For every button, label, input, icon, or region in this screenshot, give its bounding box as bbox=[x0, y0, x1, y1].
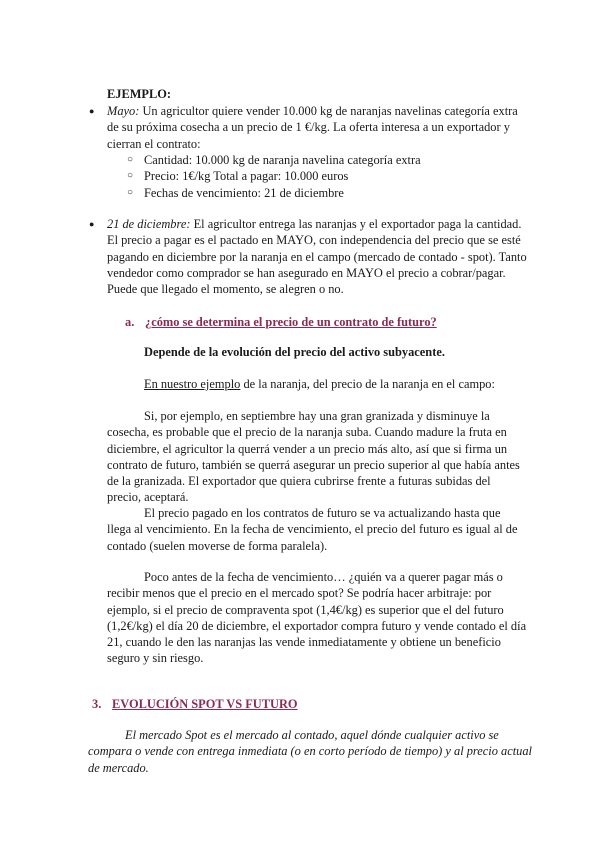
bullet-dot-icon: ● bbox=[89, 106, 95, 116]
intro-underlined: En nuestro ejemplo bbox=[144, 377, 241, 391]
circle-bullet-icon: ○ bbox=[127, 170, 134, 182]
bullet-mayo-term: Mayo: bbox=[107, 104, 140, 118]
bullet-mayo bbox=[107, 103, 527, 152]
section-a-paragraph-2: El precio pagado en los contratos de futuro se va actualizando hasta que llega al vencimiento. En la fecha de vencimiento, el precio del futuro es igual al de contado (suelen moverse de forma paralela). bbox=[107, 506, 518, 553]
bullet-mayo-text: Un agricultor quiere vender 10.000 kg de naranjas navelinas categoría extra de su próxima cosecha a un precio de 1 €/kg. La oferta interesa a un exportador y cierran el contrato: bbox=[107, 104, 518, 151]
section-a-paragraph-1: Si, por ejemplo, en septiembre hay una gran granizada y disminuye la cosecha, es probable que el precio de la naranja suba. Cuando madure la fruta en diciembre, el agricultor la querrá vender a un precio más alto, así que si firma un contrato de futuro, también se querrá asegurar un precio superior al que había antes de la granizada. El exportador que quiera cubrirse frente a futuras subidas del precio, aceptará. bbox=[107, 409, 520, 505]
bullet-diciembre-term: 21 de diciembre: bbox=[107, 217, 191, 231]
section-3-paragraph: El mercado Spot es el mercado al contado, aquel dónde cualquier activo se compara o vende con entrega inmediata (o en corto período de tiempo) y al precio actual de mercado. bbox=[88, 728, 532, 775]
intro-rest: de la naranja, del precio de la naranja en el campo: bbox=[240, 377, 495, 391]
section-a-intro bbox=[144, 376, 534, 392]
section-3-title: EVOLUCIÓN SPOT VS FUTURO bbox=[112, 697, 298, 711]
section-a-bold-statement: Depende de la evolución del precio del activo subyacente. bbox=[144, 345, 445, 359]
section-a-heading bbox=[125, 314, 437, 330]
example-heading: EJEMPLO: bbox=[107, 87, 172, 101]
bullet-diciembre bbox=[107, 216, 527, 297]
section-a-label: a. bbox=[125, 315, 135, 329]
list-item bbox=[127, 152, 524, 168]
section-a-paragraph-3: Poco antes de la fecha de vencimiento… ¿quién va a querer pagar más o recibir menos que el precio en el mercado spot? Se podría hacer arbitraje: por ejemplo, si el precio de compraventa spot (1,4€/kg) es superior que el del futuro (1,2€/kg) el día 20 de diciembre, el exportador compra futuro y vende contado el día 21, cuando le den las naranjas las vende inmediatamente y obtiene un beneficio seguro y sin riesgo. bbox=[107, 570, 527, 666]
section-3-heading bbox=[92, 696, 298, 712]
circle-bullet-icon: ○ bbox=[127, 154, 134, 165]
section-a-title: ¿cómo se determina el precio de un contrato de futuro? bbox=[145, 315, 437, 329]
circle-bullet-icon: ○ bbox=[127, 186, 134, 198]
list-item-text: Fechas de vencimiento: 21 de diciembre bbox=[144, 185, 344, 200]
list-item-text: Precio: 1€/kg Total a pagar: 10.000 euros bbox=[144, 169, 349, 184]
bullet-dot-icon: ● bbox=[89, 219, 95, 229]
list-item-text: Cantidad: 10.000 kg de naranja navelina categoría extra bbox=[144, 153, 421, 167]
section-3-number: 3. bbox=[92, 697, 102, 711]
list-item bbox=[127, 168, 524, 184]
bullet-diciembre-text: El agricultor entrega las naranjas y el exportador paga la cantidad. El precio a pagar es el pactado en MAYO, con independencia del precio que se esté pagando en diciembre por la naranja en el campo (mercado de contado - spot). Tanto vendedor como comprador se han asegurado en MAYO el precio a cobrar/pagar. Puede que llegado el momento, se alegren o no. bbox=[107, 217, 527, 297]
list-item bbox=[127, 185, 524, 201]
contract-details-list bbox=[127, 152, 524, 201]
